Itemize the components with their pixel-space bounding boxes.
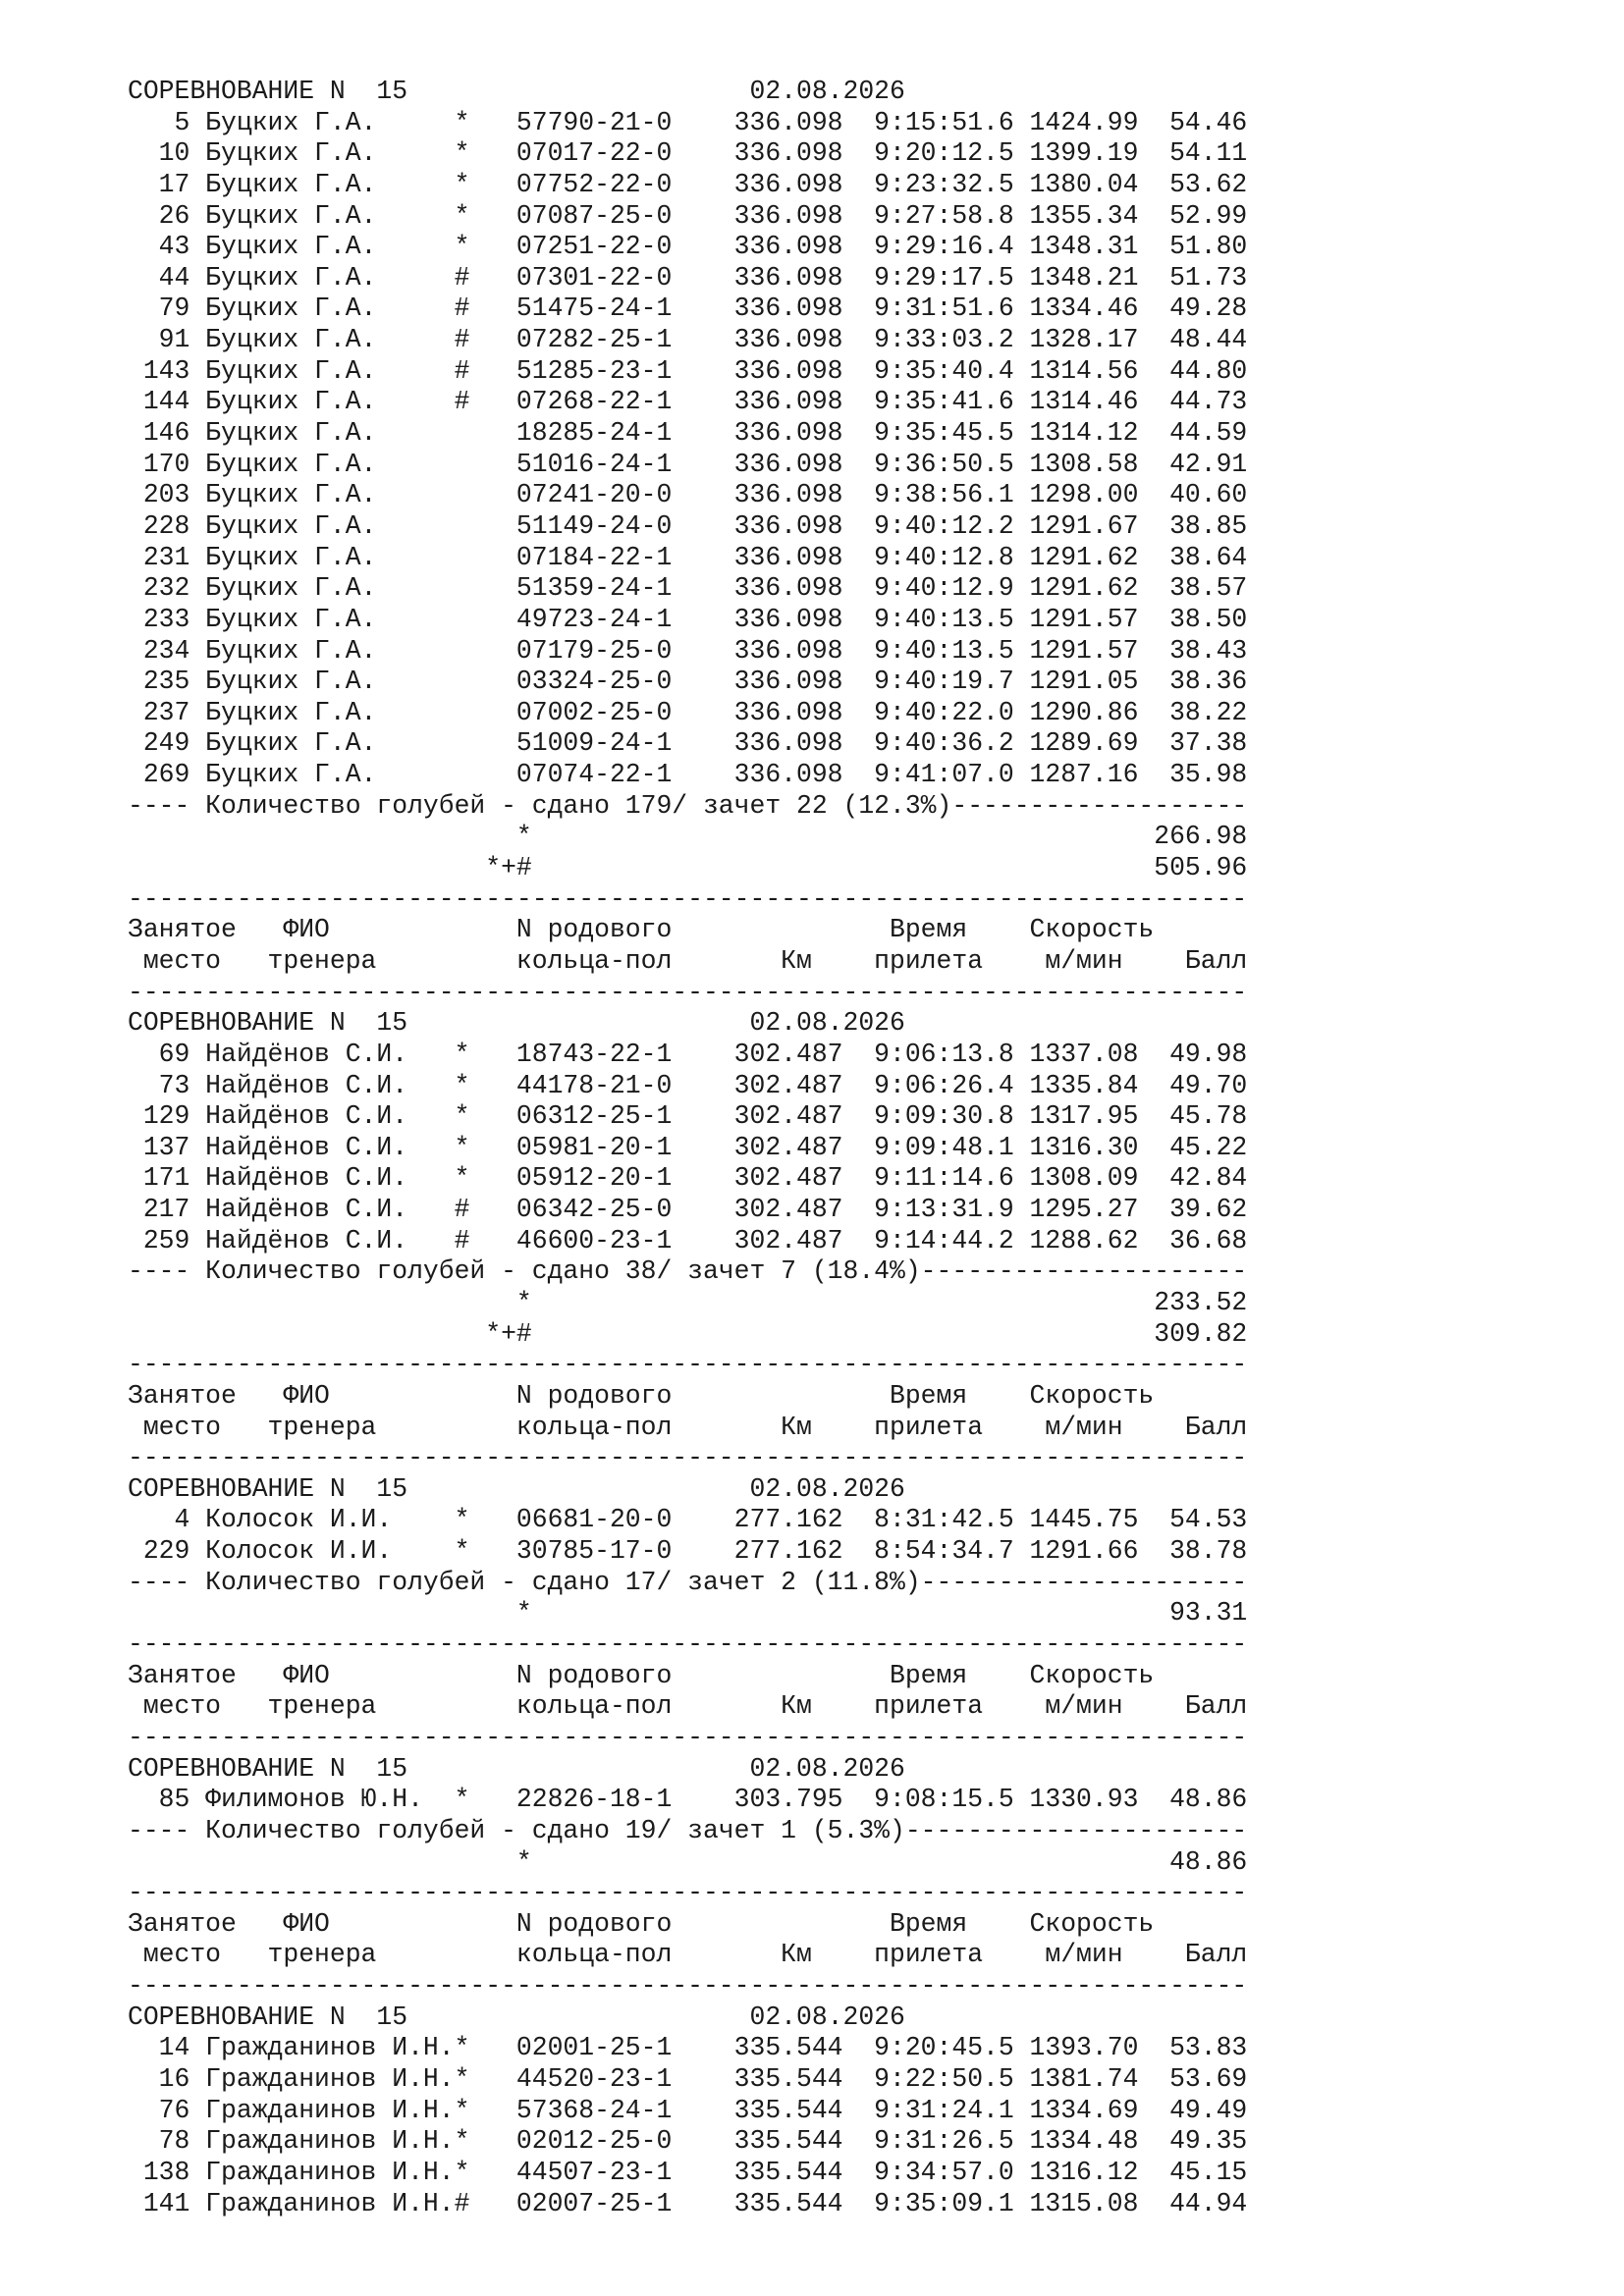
printout-line: 73 Найдёнов С.И. * 44178-21-0 302.487 9:06:26.4 1335.84 49.70	[128, 1070, 1248, 1100]
printout-line: 143 Буцких Г.А. # 51285-23-1 336.098 9:35:40.4 1314.56 44.80	[128, 355, 1248, 386]
printout-line: 26 Буцких Г.А. * 07087-25-0 336.098 9:27:58.8 1355.34 52.99	[128, 200, 1248, 231]
printout-line: 5 Буцких Г.А. * 57790-21-0 336.098 9:15:51.6 1424.99 54.46	[128, 107, 1248, 137]
printout-line: СОРЕВНОВАНИЕ N 15 02.08.2026	[128, 1008, 905, 1039]
printout-line: 144 Буцких Г.А. # 07268-22-1 336.098 9:35:41.6 1314.46 44.73	[128, 387, 1248, 417]
printout-line: ------------------------------------------------------------------------	[128, 1971, 1248, 2002]
printout-line: ------------------------------------------------------------------------	[128, 1878, 1248, 1908]
printout-line: 14 Гражданинов И.Н.* 02001-25-1 335.544 9:20:45.5 1393.70 53.83	[128, 2033, 1248, 2063]
printout-line: 137 Найдёнов С.И. * 05981-20-1 302.487 9:09:48.1 1316.30 45.22	[128, 1132, 1248, 1162]
printout-line: 76 Гражданинов И.Н.* 57368-24-1 335.544 9:31:24.1 1334.69 49.49	[128, 2095, 1248, 2125]
printout-line: 234 Буцких Г.А. 07179-25-0 336.098 9:40:13.5 1291.57 38.43	[128, 635, 1248, 666]
printout-line: 237 Буцких Г.А. 07002-25-0 336.098 9:40:22.0 1290.86 38.22	[128, 697, 1248, 727]
printout-line: ------------------------------------------------------------------------	[128, 883, 1248, 914]
printout-line: ---- Количество голубей - сдано 19/ зачет 1 (5.3%)----------------------	[128, 1815, 1248, 1845]
printout-line: 69 Найдёнов С.И. * 18743-22-1 302.487 9:06:13.8 1337.08 49.98	[128, 1039, 1248, 1069]
printout-line: 235 Буцких Г.А. 03324-25-0 336.098 9:40:19.7 1291.05 38.36	[128, 667, 1248, 697]
printout-line: 249 Буцких Г.А. 51009-24-1 336.098 9:40:36.2 1289.69 37.38	[128, 728, 1248, 759]
printout-line: 146 Буцких Г.А. 18285-24-1 336.098 9:35:45.5 1314.12 44.59	[128, 418, 1248, 449]
printout-line: 79 Буцких Г.А. # 51475-24-1 336.098 9:31:51.6 1334.46 49.28	[128, 294, 1248, 324]
printout-line: ------------------------------------------------------------------------	[128, 1443, 1248, 1473]
printout-line: Занятое ФИО N родового Время Скорость	[128, 1908, 1155, 1939]
printout-line: * 266.98	[128, 822, 1248, 852]
printout-line: ------------------------------------------------------------------------	[128, 1722, 1248, 1752]
printout-line: 16 Гражданинов И.Н.* 44520-23-1 335.544 9:22:50.5 1381.74 53.69	[128, 2064, 1248, 2094]
printout-line: 269 Буцких Г.А. 07074-22-1 336.098 9:41:07.0 1287.16 35.98	[128, 760, 1248, 790]
printout-line: 228 Буцких Г.А. 51149-24-0 336.098 9:40:12.2 1291.67 38.85	[128, 510, 1248, 541]
results-printout	[128, 77, 1247, 2219]
printout-line: 170 Буцких Г.А. 51016-24-1 336.098 9:36:50.5 1308.58 42.91	[128, 449, 1248, 479]
printout-line: * 48.86	[128, 1846, 1248, 1877]
printout-line: 203 Буцких Г.А. 07241-20-0 336.098 9:38:56.1 1298.00 40.60	[128, 480, 1248, 510]
printout-line: Занятое ФИО N родового Время Скорость	[128, 1380, 1155, 1411]
printout-line: 43 Буцких Г.А. * 07251-22-0 336.098 9:29:16.4 1348.31 51.80	[128, 232, 1248, 262]
printout-line: СОРЕВНОВАНИЕ N 15 02.08.2026	[128, 1753, 905, 1784]
printout-line: *+# 505.96	[128, 853, 1248, 883]
printout-line: 259 Найдёнов С.И. # 46600-23-1 302.487 9:14:44.2 1288.62 36.68	[128, 1225, 1248, 1255]
printout-line: место тренера кольца-пол Км прилета м/мин Балл	[128, 945, 1248, 976]
printout-line: Занятое ФИО N родового Время Скорость	[128, 915, 1155, 945]
printout-line: место тренера кольца-пол Км прилета м/мин Балл	[128, 1412, 1248, 1442]
printout-line: 44 Буцких Г.А. # 07301-22-0 336.098 9:29:17.5 1348.21 51.73	[128, 262, 1248, 293]
printout-line: 78 Гражданинов И.Н.* 02012-25-0 335.544 9:31:26.5 1334.48 49.35	[128, 2126, 1248, 2157]
printout-line: СОРЕВНОВАНИЕ N 15 02.08.2026	[128, 77, 905, 106]
printout-line: 10 Буцких Г.А. * 07017-22-0 336.098 9:20:12.5 1399.19 54.11	[128, 138, 1248, 169]
printout-line: СОРЕВНОВАНИЕ N 15 02.08.2026	[128, 1473, 905, 1504]
printout-line: СОРЕВНОВАНИЕ N 15 02.08.2026	[128, 2002, 905, 2032]
printout-line: 217 Найдёнов С.И. # 06342-25-0 302.487 9:13:31.9 1295.27 39.62	[128, 1195, 1248, 1225]
printout-line: 171 Найдёнов С.И. * 05912-20-1 302.487 9:11:14.6 1308.09 42.84	[128, 1163, 1248, 1194]
printout-line: 91 Буцких Г.А. # 07282-25-1 336.098 9:33:03.2 1328.17 48.44	[128, 325, 1248, 355]
printout-line: * 93.31	[128, 1598, 1248, 1629]
printout-line: ---- Количество голубей - сдано 179/ зачет 22 (12.3%)-------------------	[128, 790, 1248, 821]
printout-line: Занятое ФИО N родового Время Скорость	[128, 1660, 1155, 1690]
printout-line: ------------------------------------------------------------------------	[128, 1629, 1248, 1660]
printout-line: 141 Гражданинов И.Н.# 02007-25-1 335.544 9:35:09.1 1315.08 44.94	[128, 2188, 1248, 2218]
printout-line: 232 Буцких Г.А. 51359-24-1 336.098 9:40:12.9 1291.62 38.57	[128, 573, 1248, 604]
printout-line: место тренера кольца-пол Км прилета м/мин Балл	[128, 1691, 1248, 1722]
printout-line: место тренера кольца-пол Км прилета м/мин Балл	[128, 1940, 1248, 1970]
printout-line: 129 Найдёнов С.И. * 06312-25-1 302.487 9:09:30.8 1317.95 45.78	[128, 1101, 1248, 1132]
printout-line: ---- Количество голубей - сдано 38/ зачет 7 (18.4%)---------------------	[128, 1256, 1248, 1287]
printout-line: 17 Буцких Г.А. * 07752-22-0 336.098 9:23:32.5 1380.04 53.62	[128, 169, 1248, 199]
printout-line: ---- Количество голубей - сдано 17/ зачет 2 (11.8%)---------------------	[128, 1567, 1248, 1597]
printout-line: ------------------------------------------------------------------------	[128, 977, 1248, 1007]
printout-line: 233 Буцких Г.А. 49723-24-1 336.098 9:40:13.5 1291.57 38.50	[128, 604, 1248, 634]
printout-line: ------------------------------------------------------------------------	[128, 1350, 1248, 1380]
printout-line: 231 Буцких Г.А. 07184-22-1 336.098 9:40:12.8 1291.62 38.64	[128, 542, 1248, 572]
printout-line: 138 Гражданинов И.Н.* 44507-23-1 335.544 9:34:57.0 1316.12 45.15	[128, 2157, 1248, 2187]
printout-line: * 233.52	[128, 1287, 1248, 1317]
printout-line: 4 Колосок И.И. * 06681-20-0 277.162 8:31:42.5 1445.75 54.53	[128, 1505, 1248, 1535]
printout-line: *+# 309.82	[128, 1318, 1248, 1349]
printout-line: 229 Колосок И.И. * 30785-17-0 277.162 8:54:34.7 1291.66 38.78	[128, 1536, 1248, 1567]
printout-line: 85 Филимонов Ю.Н. * 22826-18-1 303.795 9:08:15.5 1330.93 48.86	[128, 1785, 1248, 1815]
